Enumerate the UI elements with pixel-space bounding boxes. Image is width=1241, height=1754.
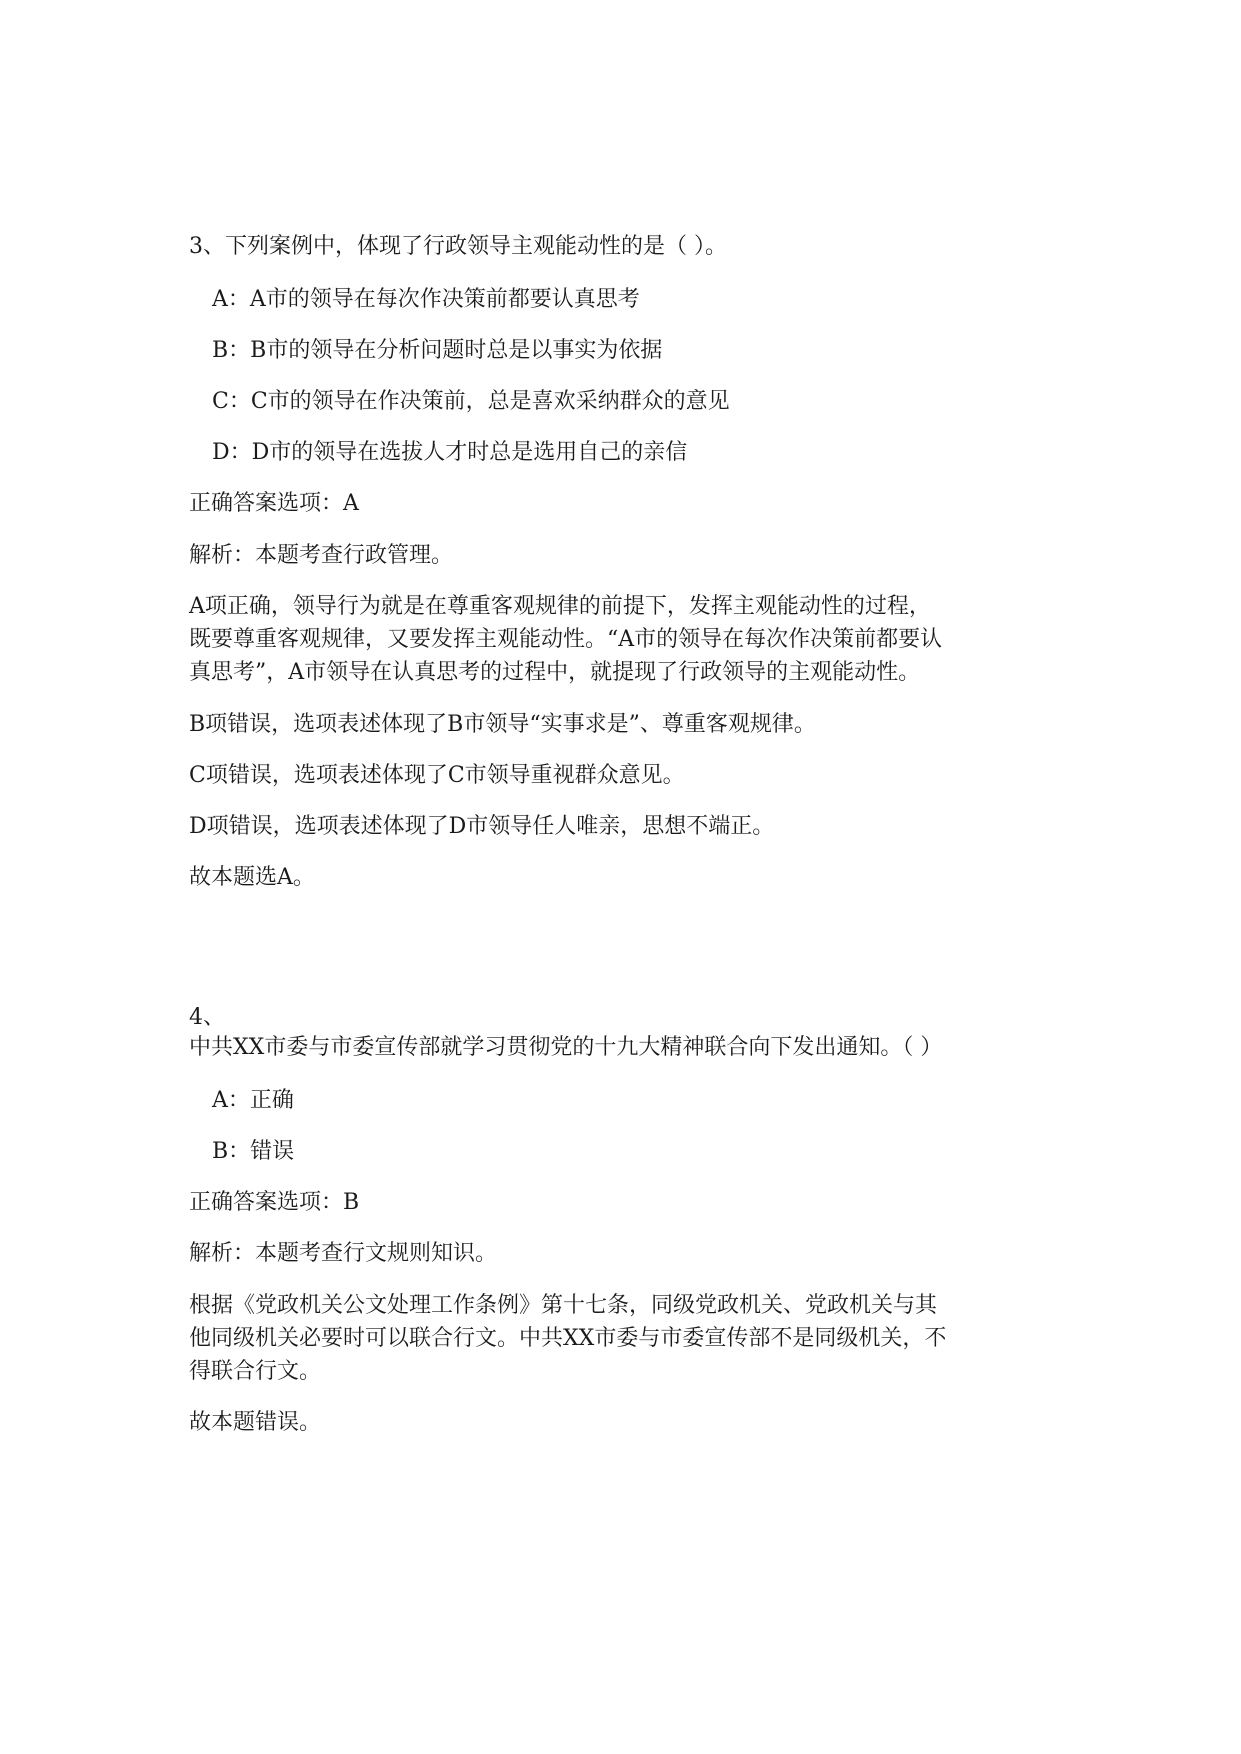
option-key: C： [212,389,251,414]
question-3-analysis-paragraph-2: B项错误，选项表述体现了B市领导“实事求是”、尊重客观规律。 [189,712,816,737]
option-text: A市的领导在每次作决策前都要认真思考 [249,287,640,312]
question-3-analysis-paragraph-1 [189,590,1049,689]
question-3-stem [189,232,727,262]
question-4-answer: 正确答案选项：B [189,1190,360,1215]
question-3-analysis-intro: 解析：本题考查行政管理。 [189,543,454,568]
question-3-number: 3、 [189,234,225,259]
paragraph-line: A项正确，领导行为就是在尊重客观规律的前提下，发挥主观能动性的过程， [189,594,931,619]
option-key: A： [212,1088,250,1113]
paragraph-line: 他同级机关必要时可以联合行文。中共XX市委与市委宣传部不是同级机关，不 [189,1326,947,1351]
question-3-option-b [212,336,662,366]
option-text: D市的领导在选拔人才时总是选用自己的亲信 [251,440,688,465]
question-3-conclusion: 故本题选A。 [189,865,315,890]
question-4-option-b [212,1137,294,1167]
option-key: B： [212,1139,251,1164]
option-key: A： [212,287,250,312]
paragraph-line: 真思考”，A市领导在认真思考的过程中，就提现了行政领导的主观能动性。 [189,660,921,685]
question-3-text: 下列案例中，体现了行政领导主观能动性的是（ ）。 [225,234,727,259]
question-3-analysis-paragraph-4: D项错误，选项表述体现了D市领导任人唯亲，思想不端正。 [189,814,775,839]
option-text: 错误 [250,1139,295,1164]
paragraph-line: 根据《党政机关公文处理工作条例》第十七条，同级党政机关、党政机关与其 [189,1293,938,1318]
option-text: B市的领导在分析问题时总是以事实为依据 [250,338,663,363]
question-3-option-d [212,438,687,468]
question-3-answer: 正确答案选项：A [189,491,359,516]
paragraph-line: 既要尊重客观规律，又要发挥主观能动性。“A市的领导在每次作决策前都要认 [189,627,943,652]
question-4-conclusion: 故本题错误。 [189,1410,322,1435]
paragraph-line: 得联合行文。 [189,1359,322,1384]
question-3-option-c [212,387,730,417]
question-3-option-a [212,285,640,315]
option-key: B： [212,338,251,363]
question-4-analysis-paragraph-1 [189,1289,1049,1388]
question-3-analysis-paragraph-3: C项错误，选项表述体现了C市领导重视群众意见。 [189,763,685,788]
option-text: C市的领导在作决策前，总是喜欢采纳群众的意见 [250,389,730,414]
question-4-analysis-intro: 解析：本题考查行文规则知识。 [189,1241,498,1266]
question-4-option-a [212,1086,294,1116]
option-key: D： [212,440,252,465]
question-4-stem: 中共XX市委与市委宣传部就学习贯彻党的十九大精神联合向下发出通知。（ ） [189,1035,943,1060]
question-4-number: 4、 [189,1005,225,1030]
option-text: 正确 [249,1088,294,1113]
